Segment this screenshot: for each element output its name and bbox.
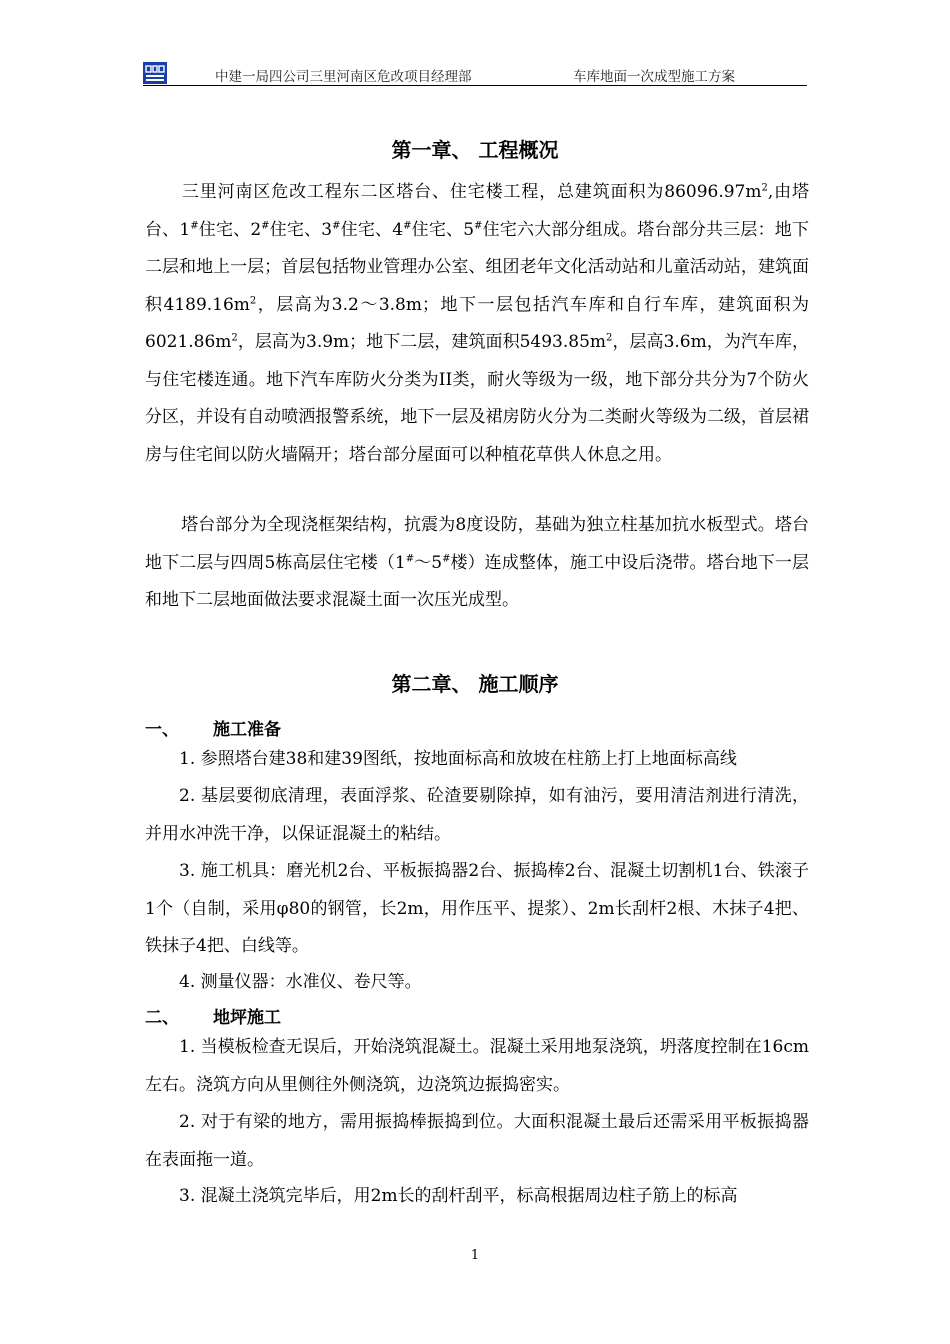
- s1-item-4: [145, 964, 809, 1002]
- p1-text-h: ，层高为3.2～3.8m；地下一层包括汽车库和自行车库，建筑面积为6021.86m: [145, 294, 809, 352]
- sup-hash: #: [474, 219, 483, 231]
- sup-2: 2: [606, 332, 613, 344]
- header-right-text: 车库地面一次成型施工方案: [573, 69, 735, 85]
- chapter1-title: 第一章、 工程概况: [391, 138, 559, 162]
- s2-item-3: [145, 1178, 809, 1216]
- p1-text-a: 三里河南区危改工程东二区塔台、住宅楼工程，总建筑面积为86096.97m: [181, 182, 762, 202]
- p2-text-a: 塔台部分为全现浇框架结构，抗震为8度设防，基础为独立柱基加抗水板型式。塔台地下二层与四周5栋高层住宅楼（1: [145, 515, 809, 573]
- section-2-heading: [145, 1003, 281, 1028]
- s1-item-3-text: 3. 施工机具：磨光机2台、平板振捣器2台、振捣棒2台、混凝土切割机1台、铁滚子1个（自制，采用φ80的钢管，长2m，用作压平、提浆）、2m长刮杆2根、木抹子4把、铁抹子4把、白线等。: [145, 861, 809, 956]
- chapter2-title: 第二章、 施工顺序: [391, 672, 559, 696]
- s2-item-1: [145, 1029, 809, 1104]
- company-logo-icon: [143, 62, 167, 84]
- s2-item-3-text: 3. 混凝土浇筑完毕后，用2m长的刮杆刮平，标高根据周边柱子筋上的标高: [179, 1186, 738, 1206]
- s2-item-2: [145, 1104, 809, 1179]
- chapter1-paragraph-2: [145, 507, 809, 620]
- page-header: [143, 60, 807, 86]
- sup-hash: #: [403, 219, 412, 231]
- section-1-number: 一、: [145, 720, 179, 740]
- s1-item-2-text: 2. 基层要彻底清理，表面浮浆、砼渣要剔除掉，如有油污，要用清洁剂进行清洗，并用水冲洗干净，以保证混凝土的粘结。: [145, 786, 809, 844]
- p1-text-j: ，层高3.6m，为汽车库，与住宅楼连通。地下汽车库防火分类为II类，耐火等级为一级，地下部分共分为7个防火分区，并设有自动喷洒报警系统，地下一层及裙房防火分为二类耐火等级为二级，首层裙房与住宅间以防火墙隔开；塔台部分屋面可以种植花草供人休息之用。: [145, 332, 809, 465]
- section-2-title: 地坪施工: [213, 1008, 281, 1028]
- sup-hash: #: [442, 552, 451, 564]
- sup-hash: #: [190, 219, 199, 231]
- s2-item-1-text: 1. 当模板检查无误后，开始浇筑混凝土。混凝土采用地泵浇筑，坍落度控制在16cm左右。浇筑方向从里侧往外侧浇筑，边浇筑边振捣密实。: [145, 1037, 809, 1095]
- p1-text-e: 住宅、4: [340, 219, 404, 240]
- s2-item-2-text: 2. 对于有梁的地方，需用振捣棒振捣到位。大面积混凝土最后还需采用平板振捣器在表面拖一道。: [145, 1112, 809, 1170]
- sup-2: 2: [249, 294, 257, 306]
- header-left-text: 中建一局四公司三里河南区危改项目经理部: [215, 69, 472, 85]
- s1-item-2: [145, 778, 809, 853]
- p1-text-i: ，层高为3.9m；地下二层，建筑面积5493.85m: [237, 332, 607, 352]
- sup-2: 2: [761, 182, 768, 194]
- p2-text-b: ～5: [414, 552, 443, 573]
- sup-hash: #: [332, 219, 341, 231]
- sup-hash: #: [261, 219, 270, 231]
- p1-text-b: ,由塔台、1: [145, 182, 810, 240]
- page-number: 1: [470, 1248, 480, 1263]
- sup-hash: #: [405, 552, 415, 564]
- chapter1-paragraph-1: [145, 174, 809, 474]
- s1-item-1-text: 1. 参照塔台建38和建39图纸，按地面标高和放坡在柱筋上打上地面标高线: [179, 749, 737, 769]
- s1-item-4-text: 4. 测量仪器：水准仪、卷尺等。: [179, 972, 422, 992]
- p1-text-f: 住宅、5: [411, 219, 475, 240]
- s1-item-3: [145, 853, 809, 966]
- s1-item-1: [145, 741, 809, 779]
- sup-2: 2: [231, 332, 238, 344]
- p2-text-c: 楼）连成整体，施工中设后浇带。塔台地下一层和地下二层地面做法要求混凝土面一次压光成型。: [145, 552, 809, 610]
- section-1-title: 施工准备: [213, 720, 281, 740]
- p1-text-g: 住宅六大部分组成。塔台部分共三层：地下二层和地上一层；首层包括物业管理办公室、组团老年文化活动站和儿童活动站，建筑面积4189.16m: [145, 219, 809, 315]
- p1-text-c: 住宅、2: [198, 219, 262, 240]
- section-2-number: 二、: [145, 1008, 179, 1028]
- p1-text-d: 住宅、3: [269, 219, 333, 240]
- section-1-heading: [145, 715, 281, 740]
